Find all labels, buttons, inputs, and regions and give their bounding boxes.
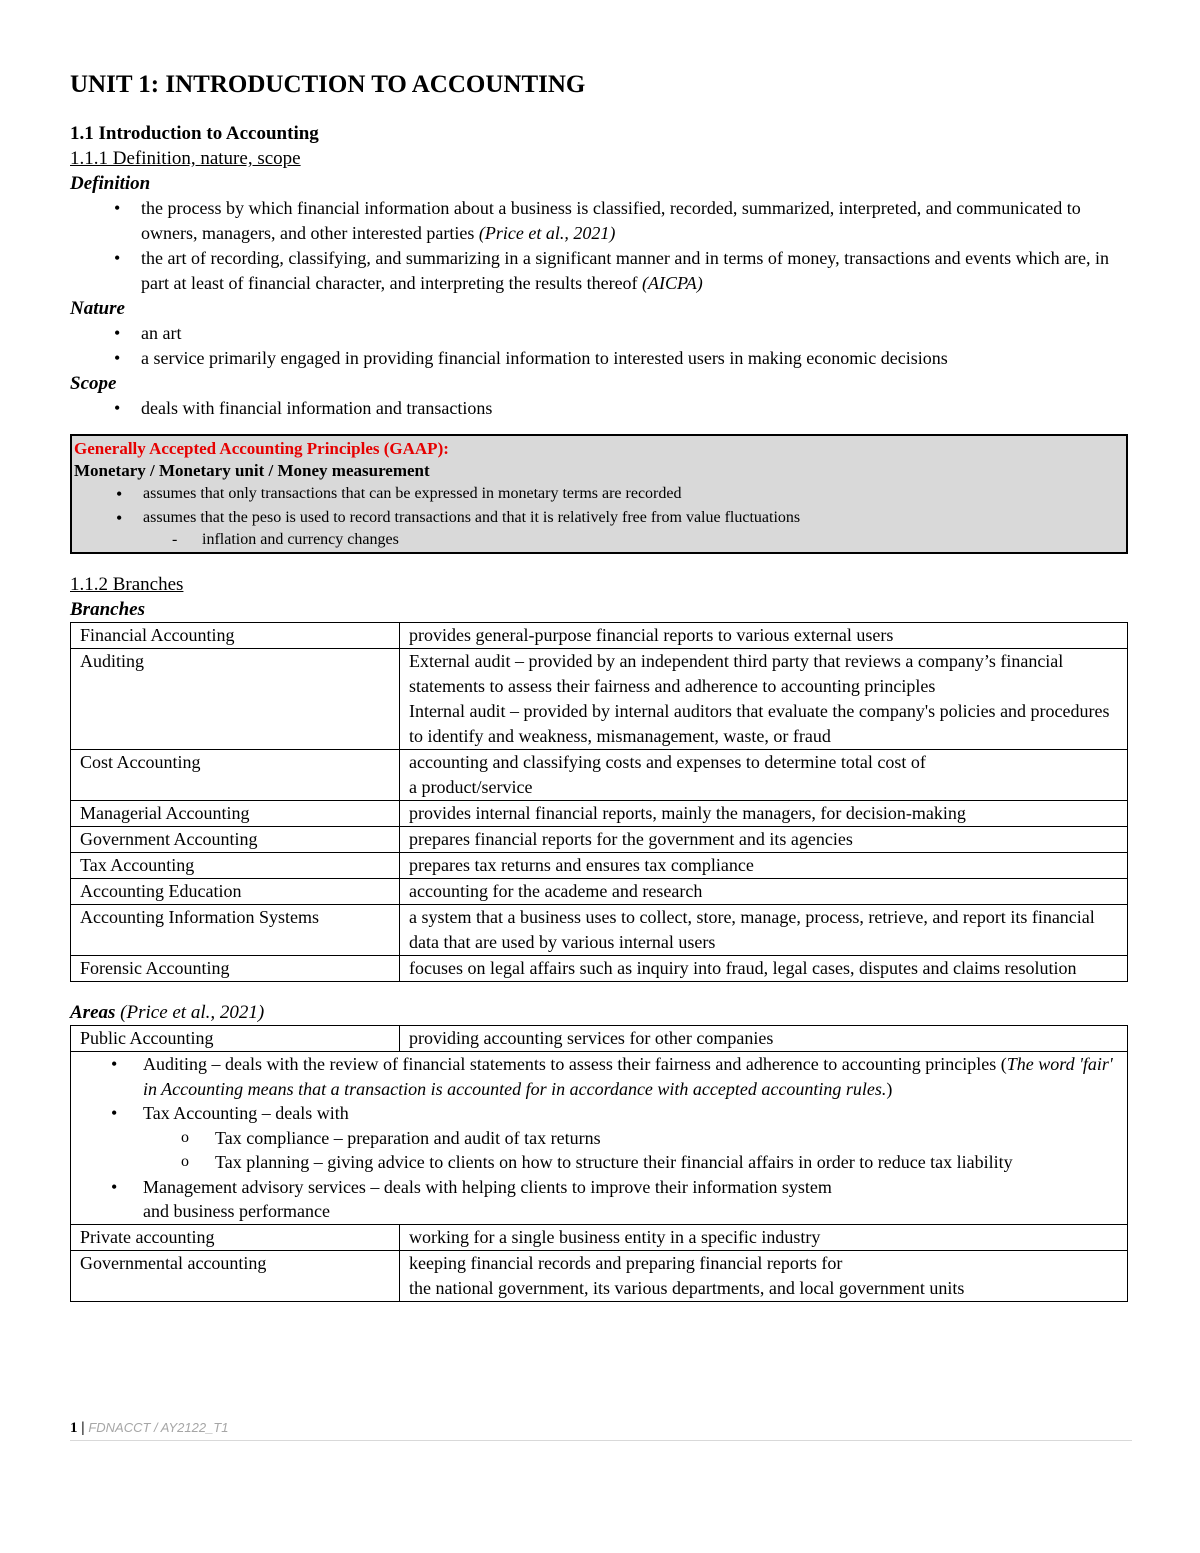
subsection-heading: 1.1.2 Branches [70, 574, 184, 595]
area-desc [400, 1250, 1128, 1301]
area-name: Private accounting [71, 1224, 400, 1250]
desc-line: accounting for the academe and research [409, 881, 703, 901]
area-desc: working for a single business entity in a specific industry [400, 1224, 1128, 1250]
branch-name: Cost Accounting [71, 750, 400, 801]
table-row [71, 1224, 1128, 1250]
branch-name: Financial Accounting [71, 623, 400, 649]
desc-line: focuses on legal affairs such as inquiry into fraud, legal cases, disputes and claims resolution [409, 958, 1077, 978]
definition-heading: Definition [70, 173, 151, 194]
areas-heading [70, 1000, 1128, 1025]
list-item: • deals with financial information and transactions [70, 396, 1128, 421]
branch-desc [400, 905, 1128, 956]
desc-line: Internal audit – provided by internal auditors that evaluate the company's policies and procedures to identify and weakness, mismanagement, waste, or fraud [409, 701, 1110, 746]
scope-list [70, 396, 1128, 421]
public-details [71, 1052, 1128, 1225]
definition-list [70, 196, 1128, 296]
branch-name: Auditing [71, 649, 400, 750]
item-text: • Management advisory services – deals with helping clients to improve their information system [143, 1176, 832, 1197]
desc-line: prepares financial reports for the government and its agencies [409, 829, 853, 849]
table-row [71, 1250, 1128, 1301]
desc-line: a system that a business uses to collect, store, manage, process, retrieve, and report its financial data that are used by various internal users [409, 907, 1095, 952]
table-row [71, 879, 1128, 905]
page-footer [70, 1418, 1132, 1441]
branch-desc [400, 623, 1128, 649]
section-heading: 1.1 Introduction to Accounting [70, 123, 319, 144]
table-row [71, 750, 1128, 801]
desc-line: accounting and classifying costs and expenses to determine total cost of [409, 752, 926, 772]
desc-line: External audit – provided by an independent third party that reviews a company’s financial statements to assess their fairness and adherence to accounting principles [409, 651, 1064, 696]
table-row [71, 827, 1128, 853]
citation: (Price et al., 2021) [478, 223, 616, 243]
nature-heading: Nature [70, 298, 125, 319]
spacer [70, 554, 1128, 572]
unit-title: UNIT 1: INTRODUCTION TO ACCOUNTING [70, 71, 586, 98]
public-details-list [71, 1052, 1127, 1224]
table-row [71, 956, 1128, 982]
area-desc: providing accounting services for other companies [400, 1026, 1128, 1052]
spacer [70, 982, 1128, 1000]
item-text: the art of recording, classifying, and summarizing in a significant manner and in terms of money, transactions and events which are, in part at least of financial character, and interpreting the results thereof [141, 248, 1110, 293]
table-row [71, 649, 1128, 750]
branches-table [70, 622, 1128, 982]
citation: (AICPA) [642, 273, 703, 293]
gaap-subtitle: Monetary / Monetary unit / Money measurement [74, 461, 430, 480]
table-row [71, 1052, 1128, 1225]
branch-desc [400, 649, 1128, 750]
table-row [71, 1026, 1128, 1052]
branch-name: Forensic Accounting [71, 956, 400, 982]
table-row [71, 853, 1128, 879]
item-note: The word 'fair' in Accounting means that a transaction is accounted for in accordance with accepted accounting rules. [143, 1054, 1113, 1099]
branch-desc [400, 827, 1128, 853]
citation: (Price et al., 2021) [115, 1002, 265, 1023]
areas-heading-text: Areas [70, 1002, 116, 1023]
list-item: • assumes that only transactions that can be expressed in monetary terms are recorded [72, 482, 1126, 506]
dash-item: - inflation and currency changes [72, 530, 1126, 550]
desc-line: a product/service [409, 777, 533, 797]
item-text: Tax Accounting – deals with [143, 1103, 349, 1123]
item-text: Auditing – deals with the review of financial statements to assess their fairness and adherence to accounting principles ( [143, 1054, 1007, 1074]
branch-desc [400, 853, 1128, 879]
gaap-title: Generally Accepted Accounting Principles (GAAP): [74, 439, 449, 458]
branch-desc [400, 956, 1128, 982]
table-row [71, 801, 1128, 827]
table-row [71, 623, 1128, 649]
nature-list [70, 321, 1128, 371]
branches-heading: Branches [70, 599, 145, 620]
document-page [70, 70, 1128, 1302]
desc-line: prepares tax returns and ensures tax compliance [409, 855, 754, 875]
desc-line: keeping financial records and preparing financial reports for [409, 1252, 843, 1273]
list-item [71, 1175, 1127, 1224]
gaap-box [70, 434, 1128, 554]
branch-desc [400, 801, 1128, 827]
branch-desc [400, 879, 1128, 905]
sub-list-item: o Tax compliance – preparation and audit of tax returns [143, 1126, 1127, 1151]
page-number: 1 | [70, 1420, 89, 1436]
list-item: • assumes that the peso is used to record transactions and that it is relatively free from value fluctuations [72, 506, 1126, 530]
scope-heading: Scope [70, 373, 117, 394]
branch-name: Accounting Information Systems [71, 905, 400, 956]
list-item [71, 1052, 1127, 1101]
desc-line: provides internal financial reports, mainly the managers, for decision-making [409, 803, 966, 823]
gaap-list [72, 482, 1126, 530]
list-item: • an art [70, 321, 1128, 346]
item-text: the process by which financial information about a business is classified, recorded, summarized, interpreted, and communicated to owners, managers, and other interested parties [141, 198, 1081, 243]
list-item [70, 246, 1128, 296]
subsection-heading: 1.1.1 Definition, nature, scope [70, 148, 301, 169]
areas-table [70, 1025, 1128, 1302]
course-code: FDNACCT / AY2122_T1 [88, 1420, 229, 1435]
area-name: Public Accounting [71, 1026, 400, 1052]
item-text: ) [886, 1078, 893, 1099]
list-item: • a service primarily engaged in providing financial information to interested users in making economic decisions [70, 346, 1128, 371]
area-name: Governmental accounting [71, 1250, 400, 1301]
table-row [71, 905, 1128, 956]
branch-name: Tax Accounting [71, 853, 400, 879]
item-text: and business performance [143, 1201, 330, 1221]
branch-name: Accounting Education [71, 879, 400, 905]
list-item [71, 1101, 1127, 1175]
branch-name: Managerial Accounting [71, 801, 400, 827]
tax-sublist [143, 1126, 1127, 1175]
sub-list-item: o Tax planning – giving advice to clients on how to structure their financial affairs in order to reduce tax liability [143, 1150, 1127, 1175]
list-item [70, 196, 1128, 246]
branch-name: Government Accounting [71, 827, 400, 853]
branch-desc [400, 750, 1128, 801]
desc-line: provides general-purpose financial reports to various external users [409, 625, 894, 645]
desc-line: the national government, its various departments, and local government units [409, 1277, 965, 1298]
